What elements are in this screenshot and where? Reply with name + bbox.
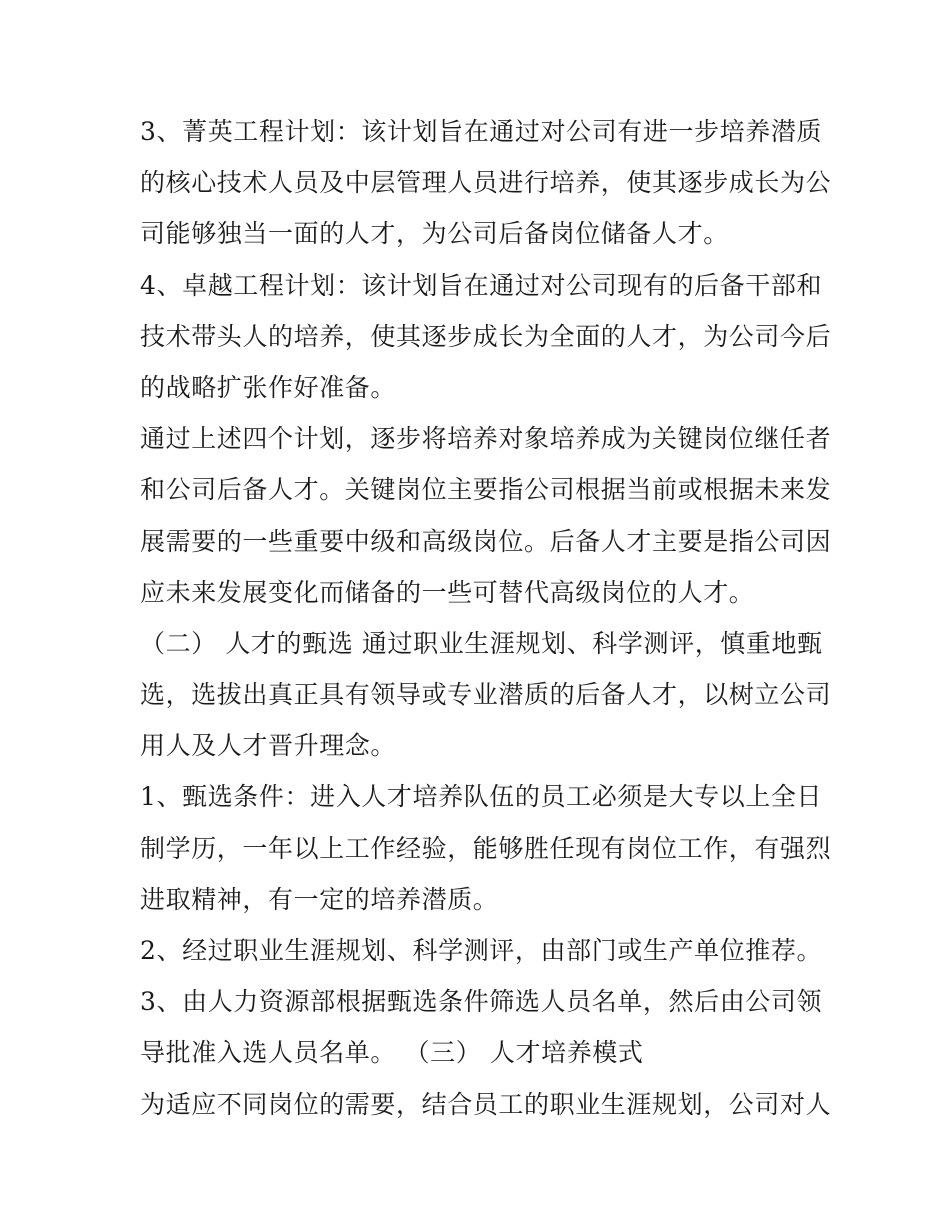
text-line: 通过上述四个计划，逐步将培养对象培养成为关键岗位继任者 <box>140 424 832 454</box>
text-line: 应未来发展变化而储备的一些可替代高级岗位的人才。 <box>140 577 755 607</box>
text-line: 的战略扩张作好准备。 <box>140 372 397 402</box>
text-line: 4、卓越工程计划：该计划旨在通过对公司现有的后备干部和 <box>140 270 823 300</box>
text-line: 制学历，一年以上工作经验，能够胜任现有岗位工作，有强烈 <box>140 833 832 863</box>
body-text <box>140 106 832 1130</box>
text-line: 3、菁英工程计划：该计划旨在通过对公司有进一步培养潜质 <box>140 117 823 146</box>
text-line: 的核心技术人员及中层管理人员进行培养，使其逐步成长为公 <box>140 168 832 198</box>
text-line: 选，选拔出真正具有领导或专业潜质的后备人才，以树立公司 <box>140 680 832 710</box>
text-line: 司能够独当一面的人才，为公司后备岗位储备人才。 <box>140 219 729 249</box>
text-line: 导批准入选人员名单。 （三） 人才培养模式 <box>140 1038 644 1068</box>
text-line: 用人及人才晋升理念。 <box>140 731 397 761</box>
text-line: 技术带头人的培养，使其逐步成长为全面的人才，为公司今后 <box>140 321 832 351</box>
text-line: 和公司后备人才。关键岗位主要指公司根据当前或根据未来发 <box>140 475 832 505</box>
text-line: 进取精神，有一定的培养潜质。 <box>140 884 499 914</box>
text-line: 1、甄选条件：进入人才培养队伍的员工必须是大专以上全日 <box>140 782 823 812</box>
text-line: 为适应不同岗位的需要，结合员工的职业生涯规划，公司对人 <box>140 1089 832 1119</box>
text-line: 2、经过职业生涯规划、科学测评，由部门或生产单位推荐。 <box>140 936 823 965</box>
text-line: 3、由人力资源部根据甄选条件筛选人员名单，然后由公司领 <box>140 987 823 1017</box>
text-line: 展需要的一些重要中级和高级岗位。后备人才主要是指公司因 <box>140 526 832 556</box>
text-line: （二） 人才的甄选 通过职业生涯规划、科学测评，慎重地甄 <box>140 628 823 658</box>
